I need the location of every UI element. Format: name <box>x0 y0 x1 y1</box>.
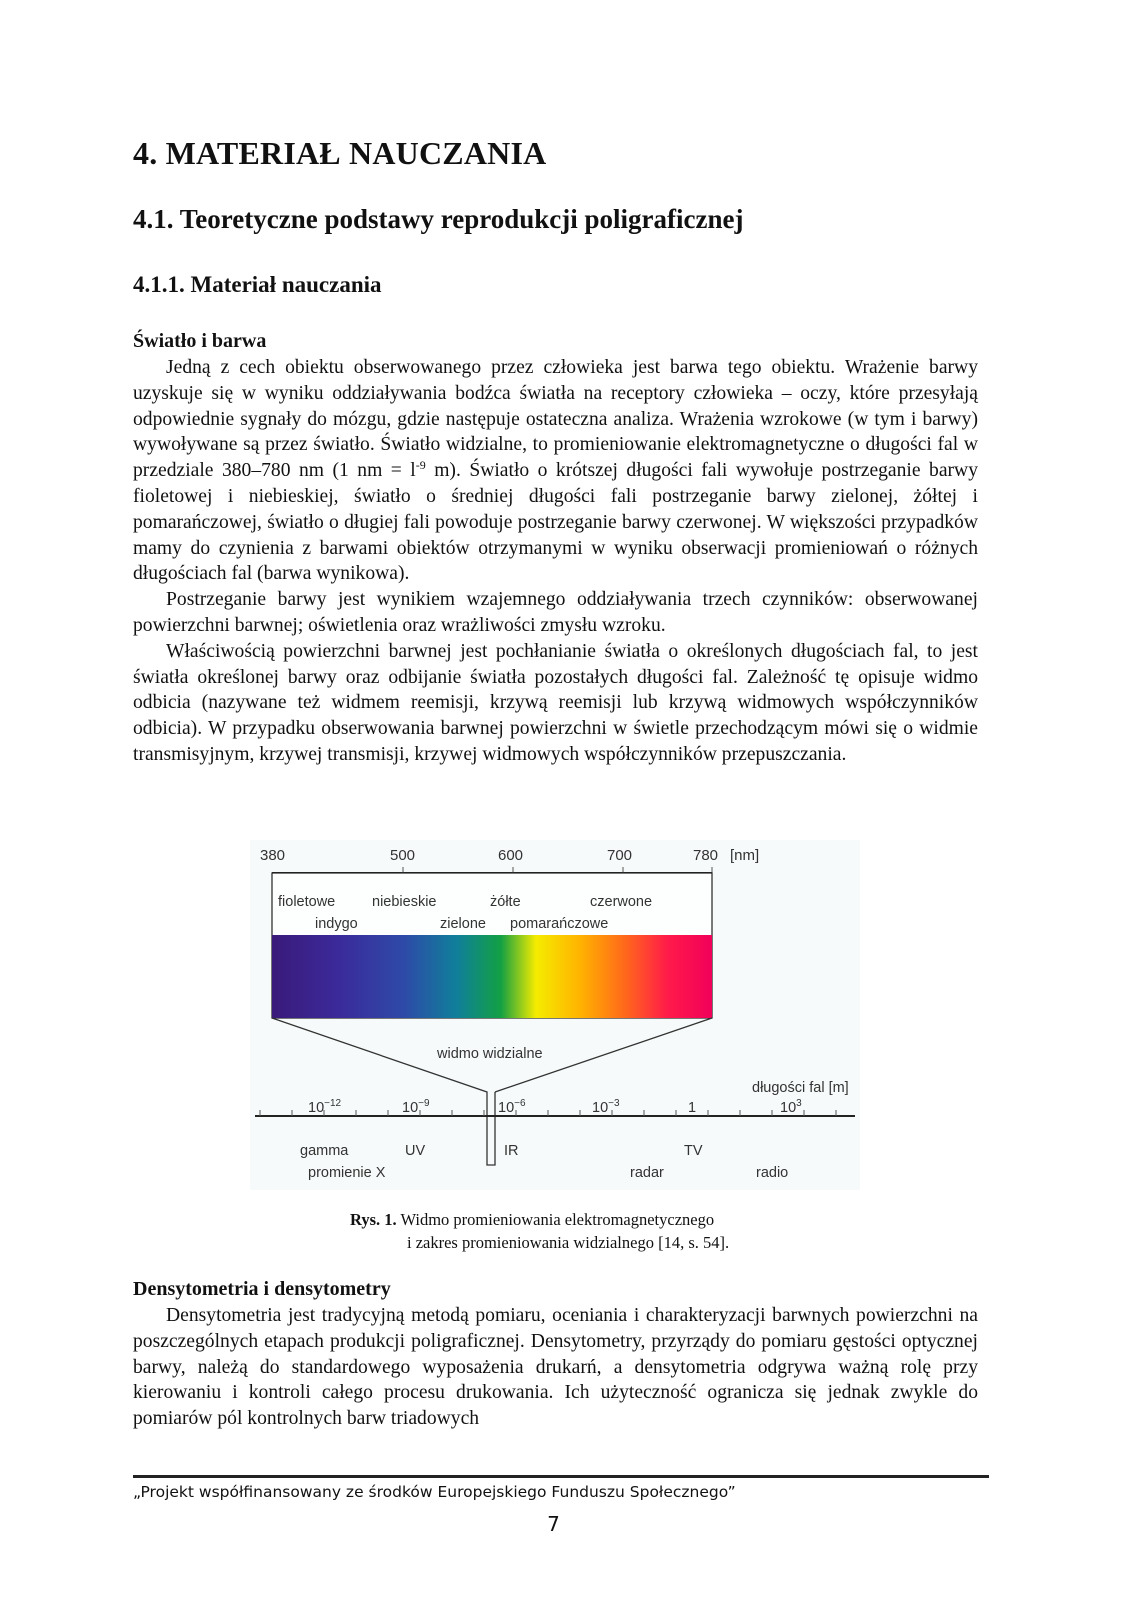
wavelength-axis-title: długości fal [m] <box>752 1080 849 1096</box>
caption-line-1: Rys. 1. Widmo promieniowania elektromagnetycznego <box>350 1210 715 1229</box>
page-number: 7 <box>547 1512 560 1536</box>
chapter-heading: 4. MATERIAŁ NAUCZANIA <box>133 135 547 171</box>
visible-spectrum-bar <box>272 935 712 1018</box>
paragraph: Właściwością powierzchni barwnej jest pochłanianie światła o określonych długościach fal, to jest światła określonej barwy oraz odbijanie światła pozostałych długości fal. Zależność tę opisuje widmo odbicia (nazywane też widmem reemisji, krzywą reemisji lub krzywą widmowych współczynników odbicia). W przypadku obserwowania barwnej powierzchni w świetle przechodzącym mówi się o widmie transmisyjnym, krzywej transmisji, krzywej widmowych współczynników przepuszczania. <box>133 640 978 765</box>
nm-tick-label: 780 <box>693 847 719 864</box>
color-name: indygo <box>315 916 358 932</box>
color-name: fioletowe <box>278 894 336 910</box>
em-tick-label: $10^3$ <box>780 1098 802 1116</box>
nm-tick-label: 380 <box>260 847 286 864</box>
footer-divider <box>133 1475 989 1478</box>
color-name: czerwone <box>590 894 653 910</box>
em-spectrum-figure <box>250 840 860 1190</box>
light-color-heading: Światło i barwa <box>133 330 267 352</box>
superscript: -9 <box>415 458 426 473</box>
color-name: żółte <box>490 894 521 910</box>
em-tick-label: $10^{-12}$ <box>308 1098 342 1116</box>
em-tick-label: $10^{-6}$ <box>498 1098 526 1116</box>
paragraph: Jedną z cech obiektu obserwowanego przez człowieka jest barwa tego obiektu. Wrażenie barwy uzyskuje się w wyniku oddziaływania bodźca światła na receptory człowieka – oczy, które przesyłają odpowiednie sygnały do mózgu, gdzie następuje ostateczna analiza. Wrażenia wzrokowe (w tym i barwy) wywoływane są przez światło. Światło widzialne, to promieniowanie elektromagnetyczne o długości fal w przedziale 380–780 nm (1 nm = $l^{-9}$ m). Światło o krótszej długości fali wywołuje postrzeganie barwy fioletowej i niebieskiej, światło o średniej długości fali postrzeganie barwy zielonej, żółtej i pomarańczowej, światło o długiej fali powoduje postrzeganie barwy czerwonej. W większości przypadków mamy do czynienia z barwami obiektów otrzymanymi w wyniku obserwacji promieniowań o różnych długościach fal (barwa wynikowa). <box>133 357 978 585</box>
band-label: radar <box>630 1165 664 1181</box>
paragraph: Postrzeganie barwy jest wynikiem wzajemnego oddziaływania trzech czynników: obserwowanej powierzchni barwnej; oświetlenia oraz wrażliwości zmysłu wzroku. <box>133 589 978 636</box>
figure-caption <box>350 1208 729 1254</box>
nm-tick-label: 600 <box>498 847 524 864</box>
densitometry-body <box>133 1303 978 1432</box>
band-label: promienie X <box>308 1165 386 1181</box>
nm-tick-label: 500 <box>390 847 416 864</box>
light-color-body <box>133 355 978 768</box>
nm-tick-label: 700 <box>607 847 633 864</box>
band-label: IR <box>504 1143 519 1159</box>
em-spectrum-diagram <box>250 840 860 1190</box>
densitometry-heading: Densytometria i densytometry <box>133 1278 391 1300</box>
band-label: UV <box>405 1143 426 1159</box>
footer-note: „Projekt współfinansowany ze środków Europejskiego Funduszu Społecznego” <box>133 1483 736 1501</box>
section-heading: 4.1. Teoretyczne podstawy reprodukcji poligraficznej <box>133 204 744 234</box>
caption-line-2: i zakres promieniowania widzialnego [14, s. 54]. <box>407 1233 730 1252</box>
visible-spectrum-label: widmo widzialne <box>437 1046 543 1062</box>
em-tick-label: $10^{-3}$ <box>592 1098 620 1116</box>
em-tick-label: 1 <box>688 1100 697 1116</box>
band-label: TV <box>684 1143 703 1159</box>
nm-unit-label: [nm] <box>730 847 760 864</box>
paragraph: Densytometria jest tradycyjną metodą pomiaru, oceniania i charakteryzacji barwnych powierzchni na poszczególnych etapach produkcji poligraficznej. Densytometry, przyrządy do pomiaru gęstości optycznej barwy, należą do standardowego wyposażenia drukarń, a densytometria odgrywa ważną rolę przy kierowaniu i kontroli całego procesu drukowania. Ich użyteczność ogranicza się jednak zwykle do pomiarów pól kontrolnych barw triadowych <box>133 1305 978 1430</box>
band-label: gamma <box>300 1143 349 1159</box>
color-name: pomarańczowe <box>510 916 609 932</box>
band-label: radio <box>756 1165 789 1181</box>
caption-label: Rys. 1. <box>350 1210 397 1229</box>
em-tick-label: $10^{-9}$ <box>402 1098 430 1116</box>
subsection-heading: 4.1.1. Materiał nauczania <box>133 272 382 297</box>
color-name: niebieskie <box>372 894 437 910</box>
color-name: zielone <box>440 916 486 932</box>
